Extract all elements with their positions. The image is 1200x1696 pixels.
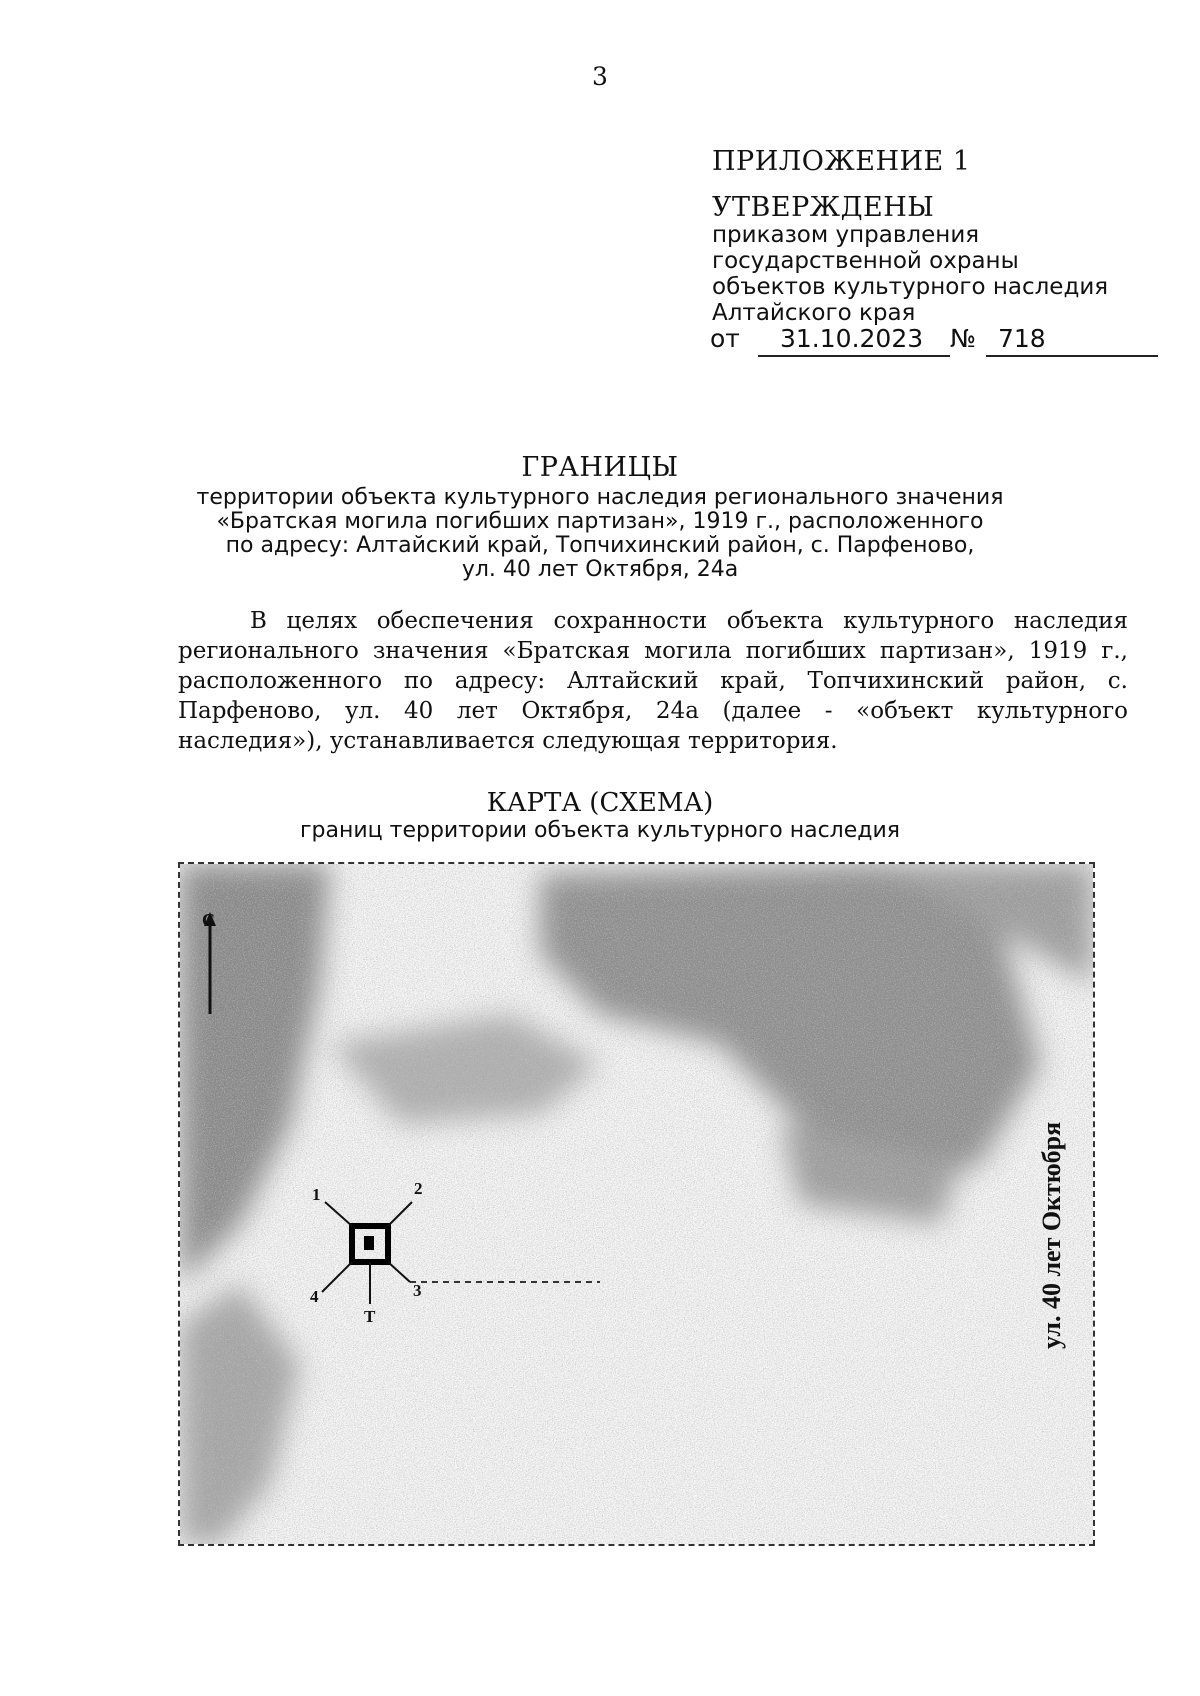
object-marker	[364, 1236, 374, 1250]
north-label: С	[202, 910, 215, 930]
body-text	[178, 606, 1128, 756]
page-number: 3	[592, 62, 608, 91]
document-heading: ГРАНИЦЫ	[521, 452, 679, 483]
order-line	[710, 324, 1046, 353]
subheading-line: «Братская могила погибших партизан», 1919 г., расположенного	[216, 509, 984, 534]
point-2-label: 2	[414, 1179, 423, 1198]
approval-line: Алтайского края	[712, 300, 916, 326]
order-date: 31.10.2023	[758, 324, 950, 357]
street-label: ул. 40 лет Октюбря	[1037, 1121, 1066, 1349]
object-label: Т	[364, 1307, 376, 1326]
order-number: 718	[986, 324, 1158, 357]
order-number-label: №	[950, 324, 977, 353]
map-grain	[180, 864, 1093, 1544]
approval-line: объектов культурного наследия	[712, 274, 1109, 300]
subheading-line: по адресу: Алтайский край, Топчихинский район, с. Парфеново,	[225, 533, 975, 558]
subheading-line: территории объекта культурного наследия регионального значения	[196, 485, 1004, 510]
subheading-line: ул. 40 лет Октября, 24а	[461, 557, 739, 582]
map-image	[180, 864, 1093, 1544]
map-subtitle: границ территории объекта культурного наследия	[299, 818, 901, 843]
document-subheading	[150, 486, 1050, 582]
approval-authority	[712, 222, 1108, 326]
point-4-label: 4	[310, 1287, 319, 1306]
approved-label: УТВЕРЖДЕНЫ	[712, 192, 935, 223]
order-from-label: от	[710, 324, 740, 353]
approval-line: приказом управления	[712, 222, 980, 248]
point-3-label: 3	[413, 1281, 422, 1300]
map-scheme	[178, 862, 1095, 1546]
body-paragraph: В целях обеспечения сохранности объекта культурного наследия регионального значения «Братская могила погибших партизан», 1919 г., расположенного по адресу: Алтайский край, Топчихинский район, с. Парфеново, ул. 40 лет Октября, 24а (далее - «объект культурного наследия»), устанавливается следующая территория.	[178, 608, 1128, 754]
appendix-title: ПРИЛОЖЕНИЕ 1	[712, 146, 971, 177]
point-1-label: 1	[312, 1185, 321, 1204]
map-title: КАРТА (СХЕМА)	[486, 788, 714, 818]
approval-line: государственной охраны	[712, 248, 1019, 274]
